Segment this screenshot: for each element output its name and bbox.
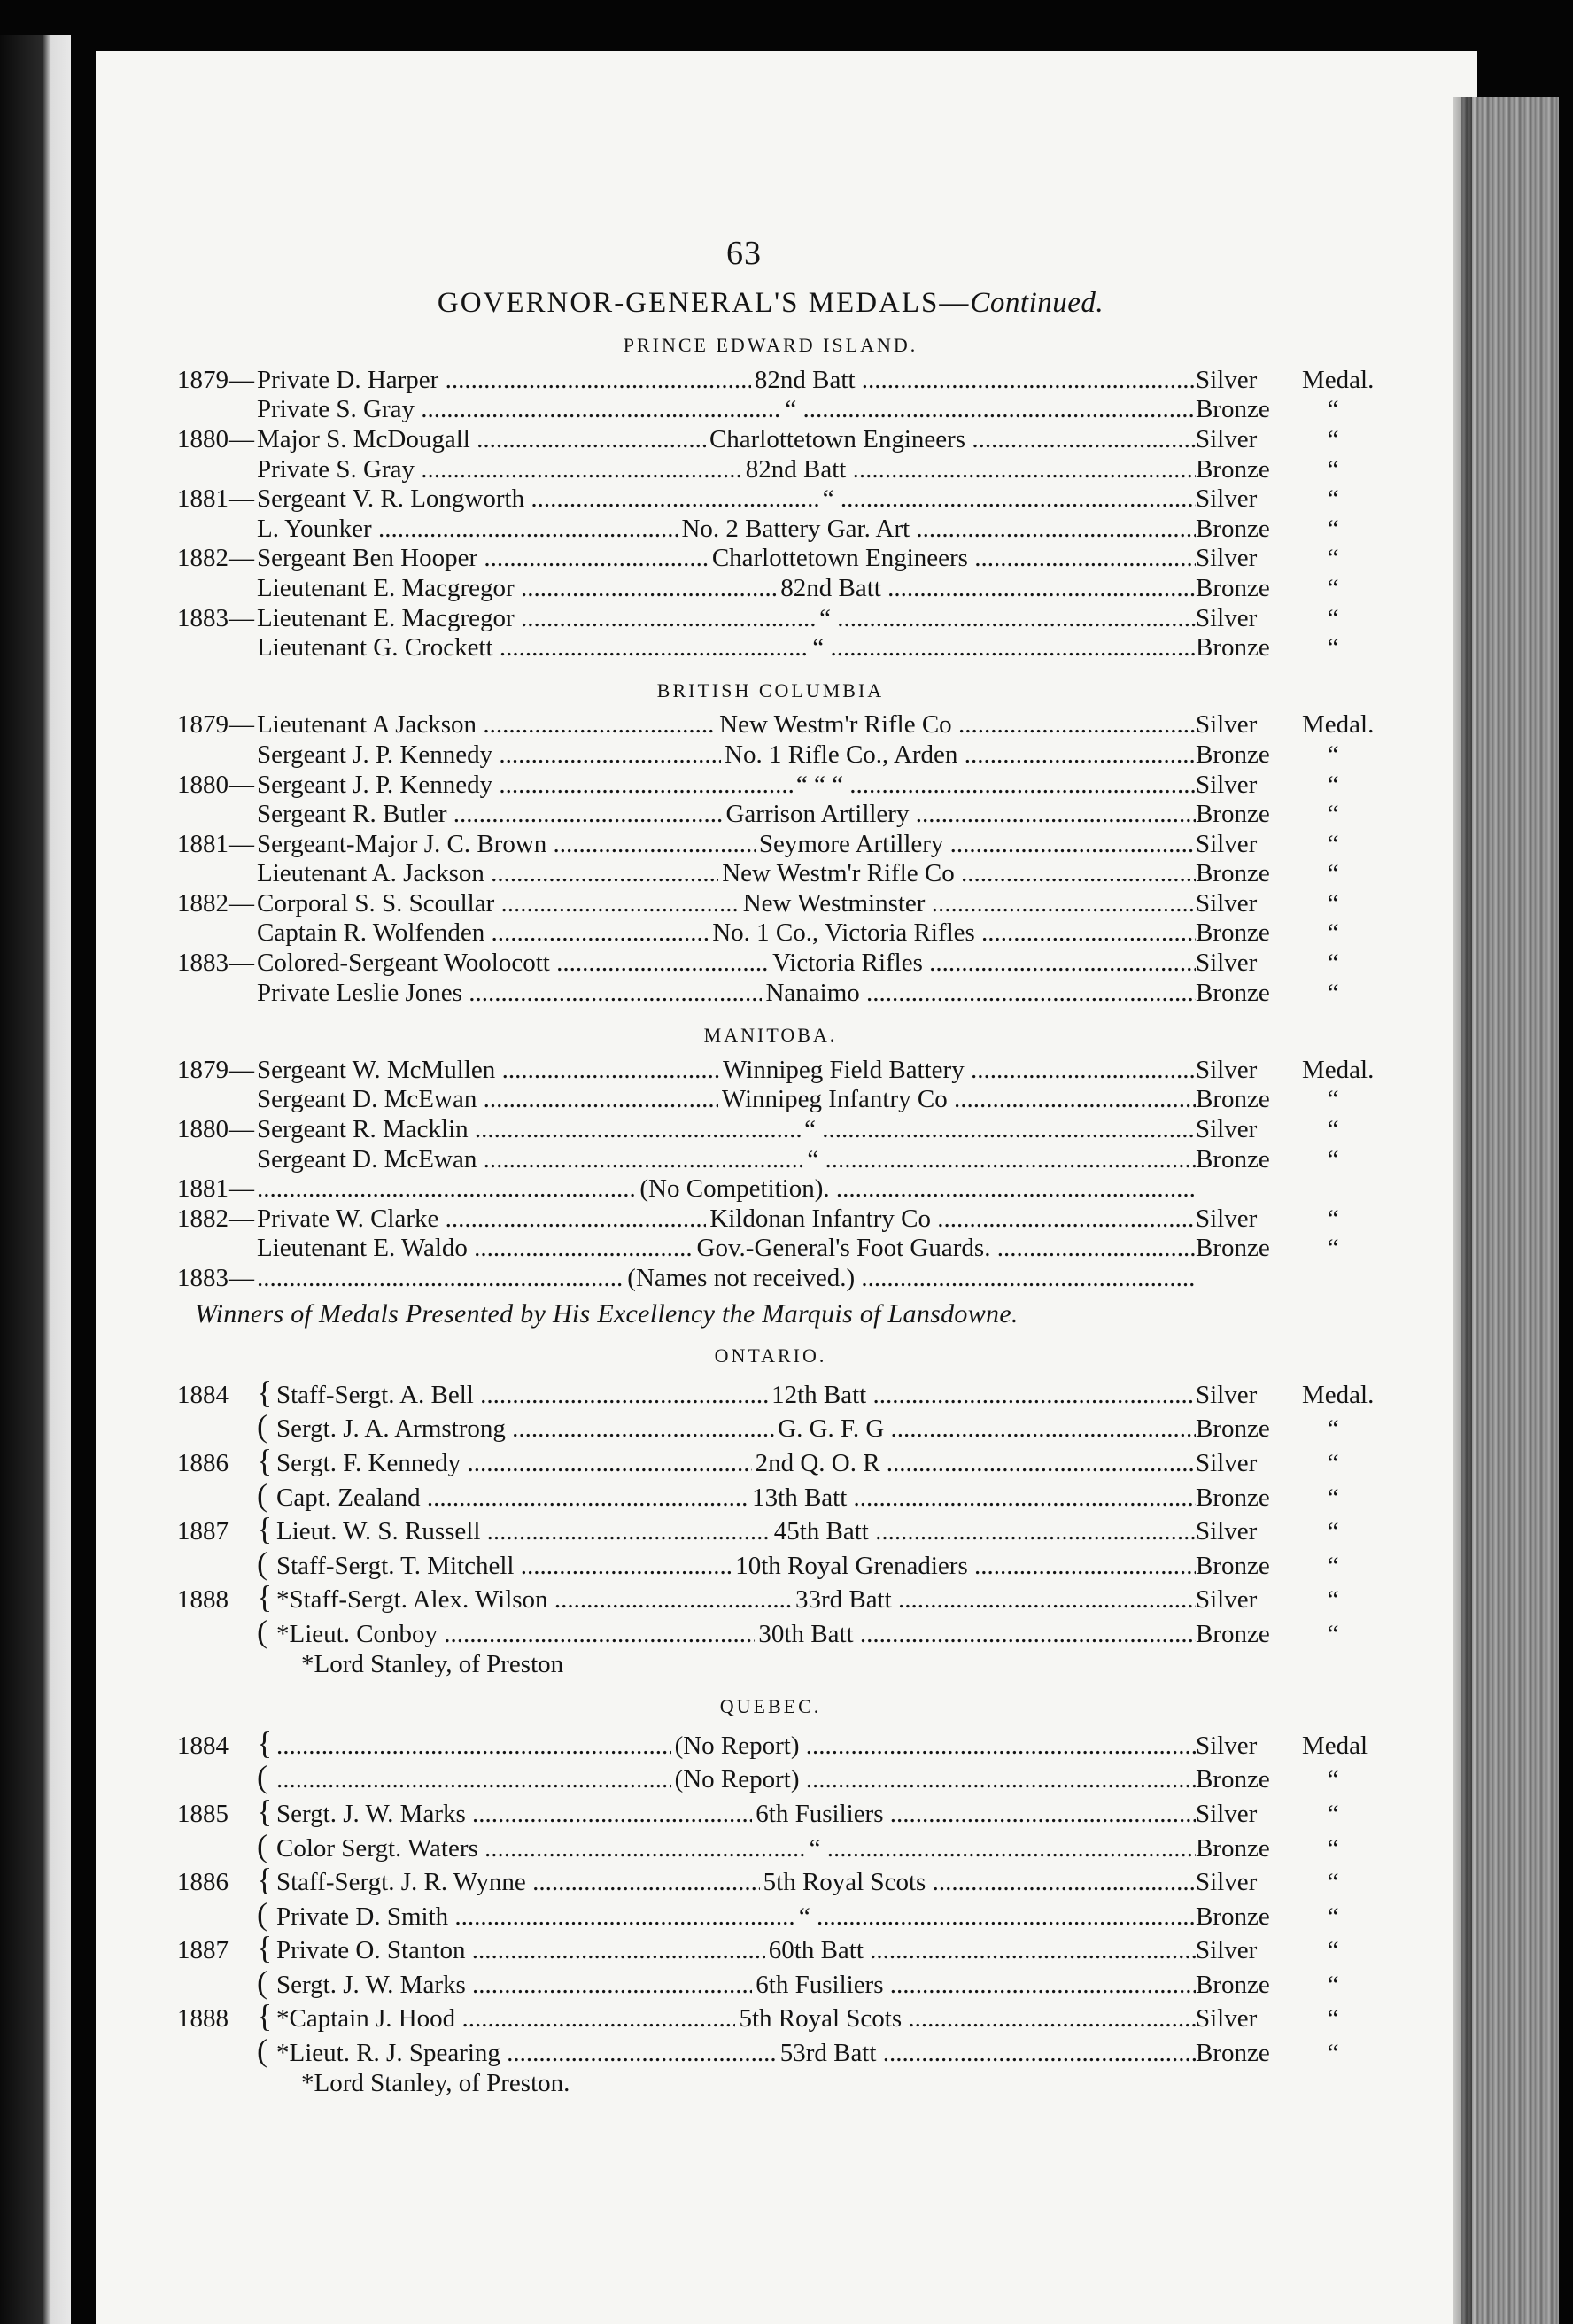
row-suffix: “ — [1327, 544, 1339, 573]
medal-row — [177, 1863, 1364, 1898]
row-brace: { — [257, 1998, 273, 2034]
row-medal: Silver — [1196, 1380, 1258, 1409]
row-brace: { — [257, 1724, 273, 1761]
row-name: Lieutenant A. Jackson ..... — [257, 859, 718, 889]
row-year: 1880— — [177, 1115, 254, 1144]
medal-row — [177, 574, 1364, 604]
medal-row — [177, 1513, 1364, 1547]
sections-group-1 — [177, 330, 1375, 1293]
row-year: 1881— — [177, 484, 254, 514]
row-medal: Silver — [1196, 1448, 1258, 1477]
row-year: 1886 — [177, 1868, 229, 1897]
row-corps: (No Report) ..... — [675, 1731, 1196, 1762]
row-name: Private Leslie Jones ..... — [257, 979, 762, 1009]
medal-row — [177, 1264, 1364, 1294]
row-medal: Bronze — [1196, 1414, 1270, 1444]
row-brace: ( — [257, 2033, 267, 2069]
row-brace: ( — [257, 1759, 267, 1795]
row-medal: Bronze — [1196, 740, 1270, 769]
row-name: Private D. Smith ..... — [276, 1902, 795, 1933]
row-brace: { — [257, 1579, 273, 1615]
section-footnote: *Lord Stanley, of Preston. — [301, 2068, 570, 2097]
row-suffix: “ — [1327, 1619, 1339, 1648]
row-suffix: “ — [1327, 633, 1339, 662]
row-corps: “ ..... — [819, 604, 1196, 634]
row-medal: Bronze — [1196, 1833, 1270, 1863]
row-name: Sergt. J. W. Marks ..... — [276, 1971, 752, 2001]
medal-row — [177, 1932, 1364, 1966]
row-year: 1887 — [177, 1936, 229, 1965]
row-suffix: “ — [1327, 424, 1339, 453]
section-heading: MANITOBA. — [703, 1024, 838, 1047]
row-corps: 5th Royal Scots ..... — [739, 2004, 1196, 2034]
row-medal: Silver — [1196, 424, 1258, 453]
row-suffix: “ — [1327, 800, 1339, 829]
row-corps: Winnipeg Infantry Co ..... — [722, 1085, 1196, 1115]
page-title — [177, 286, 1364, 319]
row-year: 1883— — [177, 1264, 254, 1292]
row-suffix: “ — [1327, 1765, 1339, 1794]
lansdowne-note: Winners of Medals Presented by His Excellency the Marquis of Lansdowne. — [195, 1298, 1019, 1329]
row-medal: Bronze — [1196, 918, 1270, 948]
row-corps: 45th Batt ..... — [774, 1517, 1196, 1547]
row-corps: “ ..... — [823, 484, 1196, 515]
row-corps: 10th Royal Grenadiers ..... — [735, 1552, 1196, 1582]
row-name: Private D. Harper ..... — [257, 366, 751, 396]
medal-row — [177, 1966, 1364, 2001]
row-corps: “ “ “ ..... — [796, 771, 1196, 801]
row-medal: Silver — [1196, 949, 1258, 978]
medal-row — [177, 484, 1364, 515]
row-corps: Kildonan Infantry Co ..... — [709, 1205, 1196, 1235]
row-medal: Bronze — [1196, 514, 1270, 543]
row-brace: ( — [257, 1613, 267, 1649]
row-medal: Silver — [1196, 829, 1258, 858]
row-name: Sergeant J. P. Kennedy ..... — [257, 740, 721, 771]
section-footnote: *Lord Stanley, of Preston — [301, 1649, 564, 1678]
row-medal: Bronze — [1196, 395, 1270, 424]
row-medal: Bronze — [1196, 1619, 1270, 1648]
medal-row — [177, 425, 1364, 455]
row-medal: Bronze — [1196, 1144, 1270, 1174]
row-brace: ( — [257, 1964, 267, 2000]
row-suffix: “ — [1327, 573, 1339, 602]
row-suffix: “ — [1327, 1585, 1339, 1615]
row-brace: { — [257, 1374, 273, 1410]
row-suffix: “ — [1327, 888, 1339, 918]
row-medal: Silver — [1196, 1517, 1258, 1546]
row-suffix: “ — [1327, 1970, 1339, 1999]
row-name: Sergt. F. Kennedy ..... — [276, 1449, 752, 1479]
row-medal: Silver — [1196, 1799, 1258, 1828]
row-suffix: “ — [1327, 395, 1339, 424]
row-suffix: “ — [1327, 1799, 1339, 1828]
row-suffix: “ — [1327, 918, 1339, 948]
row-year: 1882— — [177, 544, 254, 573]
sections-group-2 — [177, 1341, 1375, 2098]
row-corps: Garrison Artillery ..... — [725, 800, 1196, 830]
row-name: *Staff-Sergt. Alex. Wilson ..... — [276, 1585, 792, 1615]
medal-row — [177, 395, 1364, 425]
row-medal: Bronze — [1196, 1483, 1270, 1512]
row-medal: Bronze — [1196, 454, 1270, 484]
section-heading: QUEBEC. — [719, 1695, 822, 1718]
row-year: 1885 — [177, 1799, 229, 1828]
row-name: *Lieut. Conboy ..... — [276, 1620, 755, 1650]
medal-row — [177, 604, 1364, 634]
row-suffix: “ — [1327, 514, 1339, 543]
row-brace: { — [257, 1862, 273, 1898]
medal-row — [177, 455, 1364, 485]
row-suffix: “ — [1327, 1085, 1339, 1114]
row-name: Sergeant D. McEwan ..... — [257, 1145, 803, 1175]
medal-row — [177, 1547, 1364, 1582]
row-brace: { — [257, 1442, 273, 1478]
row-suffix: Medal. — [1302, 1055, 1375, 1084]
row-suffix: “ — [1327, 1483, 1339, 1512]
medal-row — [177, 544, 1364, 574]
row-medal: Bronze — [1196, 2039, 1270, 2068]
row-suffix: “ — [1327, 740, 1339, 769]
row-corps: (No Competition). ..... — [639, 1174, 1196, 1205]
row-corps: No. 2 Battery Gar. Art ..... — [681, 515, 1196, 545]
row-medal: Silver — [1196, 1585, 1258, 1615]
row-year: 1881— — [177, 829, 254, 858]
medal-row — [177, 1476, 1364, 1514]
row-name: Lieutenant E. Macgregor ..... — [257, 574, 777, 604]
row-name: Lieutenant E. Waldo ..... — [257, 1234, 694, 1264]
medal-row — [177, 800, 1364, 830]
row-corps: 12th Batt ..... — [771, 1381, 1196, 1411]
row-medal: Silver — [1196, 1055, 1258, 1084]
medal-row — [177, 633, 1364, 663]
row-name: Sergeant Ben Hooper ..... — [257, 544, 709, 574]
row-year: 1879— — [177, 1055, 254, 1084]
row-suffix: “ — [1327, 1414, 1339, 1444]
row-name: Sergeant D. McEwan ..... — [257, 1085, 718, 1115]
row-suffix: “ — [1327, 1204, 1339, 1233]
row-suffix: “ — [1327, 1448, 1339, 1477]
row-suffix: “ — [1327, 1902, 1339, 1931]
row-corps: “ ..... — [812, 633, 1196, 663]
row-corps: Gov.-General's Foot Guards. ..... — [697, 1234, 1197, 1264]
row-corps: New Westm'r Rifle Co ..... — [719, 710, 1196, 740]
medal-row — [177, 1205, 1364, 1235]
medal-row — [177, 859, 1364, 889]
row-name: Major S. McDougall ..... — [257, 425, 706, 455]
row-name: Private S. Gray ..... — [257, 455, 742, 485]
row-name: Private W. Clarke ..... — [257, 1205, 706, 1235]
row-name: Sergeant W. McMullen ..... — [257, 1056, 719, 1086]
row-suffix: “ — [1327, 1144, 1339, 1174]
row-medal: Bronze — [1196, 573, 1270, 602]
section-heading: BRITISH COLUMBIA — [656, 678, 885, 701]
row-corps: 60th Batt ..... — [769, 1936, 1196, 1966]
medal-row — [177, 949, 1364, 979]
row-name: Lieutenant G. Crockett ..... — [257, 633, 809, 663]
row-brace: { — [257, 1511, 273, 1547]
row-corps: Victoria Rifles ..... — [772, 949, 1196, 979]
section-heading: PRINCE EDWARD ISLAND. — [623, 334, 918, 357]
medal-row — [177, 2034, 1364, 2069]
row-medal: Bronze — [1196, 978, 1270, 1007]
row-name: Sergeant V. R. Longworth ..... — [257, 484, 819, 515]
row-year: 1880— — [177, 770, 254, 799]
row-suffix: “ — [1327, 2004, 1339, 2034]
medal-row — [177, 771, 1364, 801]
medal-row — [177, 1145, 1364, 1175]
row-name: Private S. Gray ..... — [257, 395, 781, 425]
row-name: Sergt. J. W. Marks ..... — [276, 1800, 752, 1830]
row-medal: Silver — [1196, 544, 1258, 573]
row-medal: Silver — [1196, 770, 1258, 799]
medal-row — [177, 830, 1364, 860]
row-medal: Silver — [1196, 2004, 1258, 2034]
medal-row — [177, 740, 1364, 771]
medal-row — [177, 1410, 1364, 1445]
row-corps: “ ..... — [785, 395, 1196, 425]
row-corps: (Names not received.) ..... — [627, 1264, 1196, 1294]
row-name: Lieutenant A Jackson ..... — [257, 710, 716, 740]
row-corps: 2nd Q. O. R ..... — [756, 1449, 1196, 1479]
row-corps: “ ..... — [810, 1834, 1196, 1864]
medal-row — [177, 1374, 1375, 1411]
row-name: Lieutenant E. Macgregor ..... — [257, 604, 816, 634]
row-year: 1888 — [177, 1585, 229, 1615]
title-main: GOVERNOR-GENERAL'S MEDALS— — [437, 286, 971, 319]
row-corps: New Westm'r Rifle Co ..... — [722, 859, 1196, 889]
medal-row — [177, 1827, 1364, 1864]
row-name: Staff-Sergt. A. Bell ..... — [276, 1381, 768, 1411]
row-name: Captain R. Wolfenden ..... — [257, 918, 709, 949]
row-brace: ( — [257, 1827, 267, 1863]
row-name: Sergt. J. A. Armstrong ..... — [276, 1414, 774, 1445]
row-suffix: “ — [1327, 1115, 1339, 1144]
row-suffix: “ — [1327, 1517, 1339, 1546]
row-year: 1886 — [177, 1448, 229, 1477]
medal-row — [177, 918, 1364, 949]
row-medal: Bronze — [1196, 633, 1270, 662]
row-corps: 30th Batt ..... — [758, 1620, 1196, 1650]
page-edge-shadow — [1453, 97, 1472, 2324]
medal-row — [177, 979, 1364, 1009]
row-name: Color Sergt. Waters ..... — [276, 1834, 806, 1864]
row-suffix: “ — [1327, 978, 1339, 1007]
row-medal: Bronze — [1196, 800, 1270, 829]
row-name: L. Younker ..... — [257, 515, 678, 545]
row-medal: Silver — [1196, 1115, 1258, 1144]
section-heading: ONTARIO. — [714, 1344, 827, 1367]
row-name: Colored-Sergeant Woolocott ..... — [257, 949, 769, 979]
row-year: 1879— — [177, 710, 254, 740]
row-suffix: “ — [1327, 1234, 1339, 1263]
row-suffix: “ — [1327, 454, 1339, 484]
row-medal: Bronze — [1196, 1765, 1270, 1794]
row-medal: Bronze — [1196, 1234, 1270, 1263]
row-year: 1883— — [177, 603, 254, 632]
medal-row — [177, 1581, 1364, 1615]
row-year: 1879— — [177, 365, 254, 394]
row-corps: 13th Batt ..... — [752, 1483, 1196, 1514]
row-year: 1880— — [177, 424, 254, 453]
row-suffix: “ — [1327, 1936, 1339, 1965]
row-corps: No. 1 Co., Victoria Rifles ..... — [712, 918, 1196, 949]
page-content — [177, 235, 1375, 2098]
row-corps: G. G. F. G ..... — [778, 1414, 1196, 1445]
row-name: Lieut. W. S. Russell ..... — [276, 1517, 771, 1547]
row-corps: 6th Fusiliers ..... — [756, 1971, 1196, 2001]
row-corps: (No Report) ..... — [675, 1765, 1196, 1795]
book-spine-edge — [0, 35, 71, 2324]
row-corps: 6th Fusiliers ..... — [756, 1800, 1196, 1830]
row-name: Sergeant-Major J. C. Brown ..... — [257, 830, 756, 860]
row-medal: Bronze — [1196, 1551, 1270, 1580]
medal-row — [177, 1055, 1375, 1086]
medal-row — [177, 1761, 1364, 1795]
row-year: 1882— — [177, 888, 254, 918]
row-corps: Charlottetown Engineers ..... — [712, 544, 1196, 574]
title-continued: Continued. — [970, 286, 1104, 319]
row-corps: 53rd Batt ..... — [780, 2039, 1196, 2069]
row-year: 1881— — [177, 1174, 254, 1204]
row-name: Sergeant J. P. Kennedy ..... — [257, 771, 793, 801]
row-year: 1882— — [177, 1204, 254, 1233]
row-corps: 82nd Batt ..... — [755, 366, 1196, 396]
row-name: Capt. Zealand ..... — [276, 1483, 748, 1514]
row-name: Private O. Stanton ..... — [276, 1936, 765, 1966]
row-corps: 5th Royal Scots ..... — [763, 1868, 1196, 1898]
row-medal: Bronze — [1196, 1970, 1270, 1999]
medal-row — [177, 889, 1364, 919]
row-name: Staff-Sergt. J. R. Wynne ..... — [276, 1868, 760, 1898]
row-corps: “ ..... — [807, 1145, 1196, 1175]
medal-row — [177, 1795, 1364, 1830]
row-corps: No. 1 Rifle Co., Arden ..... — [725, 740, 1196, 771]
row-suffix: “ — [1327, 859, 1339, 888]
row-suffix: “ — [1327, 603, 1339, 632]
row-medal: Silver — [1196, 1731, 1258, 1760]
row-suffix: Medal. — [1302, 710, 1375, 740]
page-number: 63 — [726, 235, 762, 272]
row-suffix: “ — [1327, 949, 1339, 978]
row-medal: Bronze — [1196, 1902, 1270, 1931]
row-brace: ( — [257, 1408, 267, 1445]
medal-row — [177, 2000, 1364, 2034]
medal-row — [177, 1115, 1364, 1145]
row-name — [257, 1174, 636, 1205]
page-stack-edge — [1461, 97, 1559, 2324]
row-year: 1888 — [177, 2004, 229, 2034]
row-corps: Winnipeg Field Battery ..... — [723, 1056, 1196, 1086]
row-corps: Nanaimo ..... — [765, 979, 1196, 1009]
row-medal: Bronze — [1196, 859, 1270, 888]
row-suffix: “ — [1327, 2039, 1339, 2068]
row-year: 1884 — [177, 1380, 229, 1409]
row-name — [276, 1765, 671, 1795]
medal-row — [177, 1234, 1364, 1264]
row-medal: Silver — [1196, 365, 1258, 394]
medal-row — [177, 515, 1364, 545]
row-suffix: “ — [1327, 770, 1339, 799]
row-brace: ( — [257, 1895, 267, 1932]
row-corps: Charlottetown Engineers ..... — [709, 425, 1196, 455]
row-suffix: “ — [1327, 1868, 1339, 1897]
row-medal: Silver — [1196, 484, 1258, 514]
medal-row — [177, 710, 1375, 740]
row-suffix: “ — [1327, 1551, 1339, 1580]
row-name: *Captain J. Hood ..... — [276, 2004, 735, 2034]
row-name — [276, 1731, 671, 1762]
medal-row — [177, 1442, 1364, 1479]
medal-row — [177, 1895, 1364, 1933]
row-corps: “ ..... — [804, 1115, 1196, 1145]
row-brace: { — [257, 1930, 273, 1966]
row-year: 1884 — [177, 1731, 229, 1760]
row-brace: ( — [257, 1476, 267, 1513]
row-medal: Bronze — [1196, 1085, 1270, 1114]
row-suffix: “ — [1327, 1833, 1339, 1863]
medal-row — [177, 1085, 1364, 1115]
row-name: Corporal S. S. Scoullar ..... — [257, 889, 740, 919]
medal-row — [177, 1615, 1364, 1650]
row-medal: Silver — [1196, 1868, 1258, 1897]
row-corps: 82nd Batt ..... — [780, 574, 1196, 604]
row-medal: Silver — [1196, 888, 1258, 918]
row-corps: New Westminster ..... — [743, 889, 1196, 919]
row-suffix: Medal. — [1302, 365, 1375, 394]
row-name: Staff-Sergt. T. Mitchell ..... — [276, 1552, 732, 1582]
row-suffix: Medal — [1302, 1731, 1368, 1760]
row-corps: 33rd Batt ..... — [795, 1585, 1196, 1615]
row-corps: 82nd Batt ..... — [746, 455, 1196, 485]
row-corps: “ ..... — [799, 1902, 1196, 1933]
row-brace: ( — [257, 1545, 267, 1581]
row-suffix: “ — [1327, 829, 1339, 858]
row-name: Sergeant R. Macklin ..... — [257, 1115, 801, 1145]
medal-row — [177, 1174, 1364, 1205]
row-name: *Lieut. R. J. Spearing ..... — [276, 2039, 777, 2069]
row-corps: Seymore Artillery ..... — [759, 830, 1196, 860]
row-suffix: Medal. — [1302, 1380, 1375, 1409]
medal-row — [177, 1724, 1368, 1762]
row-medal: Silver — [1196, 1936, 1258, 1965]
row-name — [257, 1264, 624, 1294]
row-medal: Silver — [1196, 603, 1258, 632]
row-suffix: “ — [1327, 484, 1339, 514]
row-medal: Silver — [1196, 1204, 1258, 1233]
row-brace: { — [257, 1793, 273, 1829]
row-year: 1883— — [177, 949, 254, 978]
row-year: 1887 — [177, 1517, 229, 1546]
row-medal: Silver — [1196, 710, 1258, 740]
medal-row — [177, 365, 1375, 396]
row-name: Sergeant R. Butler ..... — [257, 800, 722, 830]
